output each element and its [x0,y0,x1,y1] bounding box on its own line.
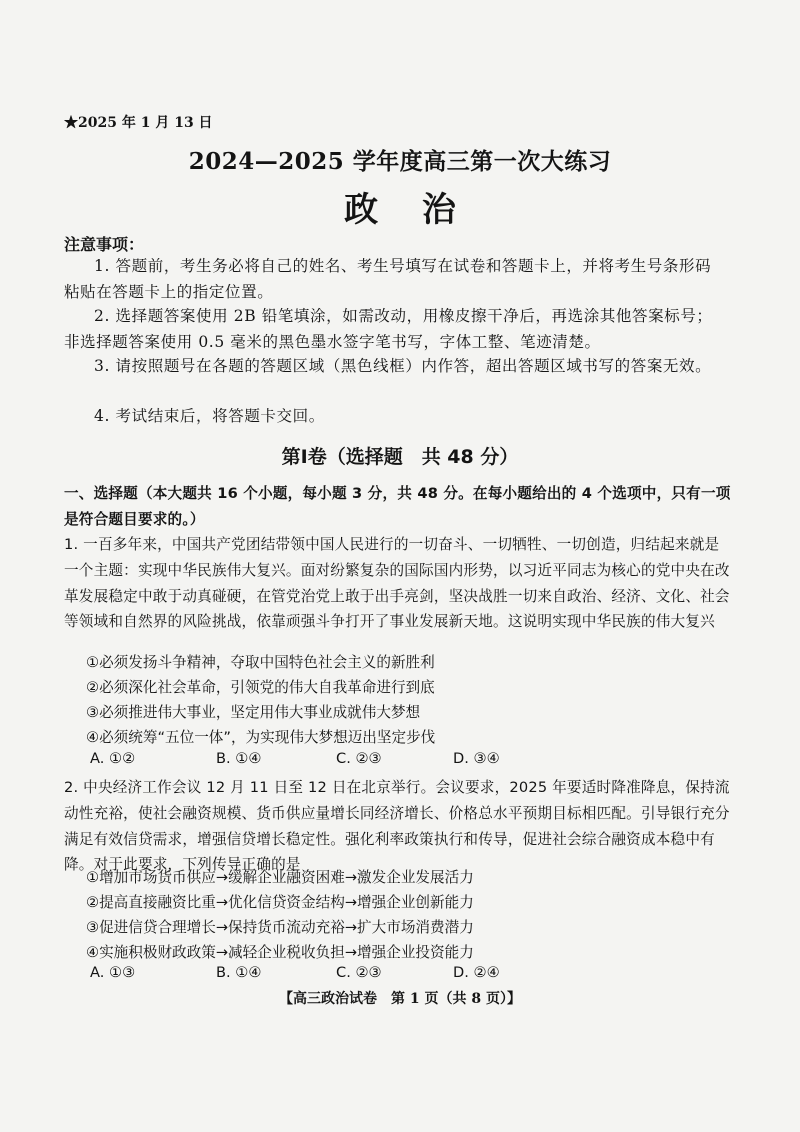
question-2-answer-c: C. ②③ [336,964,382,981]
section-title: 第Ⅰ卷（选择题 共 48 分） [281,446,519,468]
question-2-answer-a: A. ①③ [90,964,136,981]
question-2-option-3: ③促进信贷合理增长→保持货币流动充裕→扩大市场消费潜力 [86,919,474,936]
question-2-option-2: ②提高直接融资比重→优化信贷资金结构→增强企业创新能力 [86,894,474,911]
notice-item-1: 1. 答题前，考生务必将自己的姓名、考生号填写在试卷和答题卡上，并将考生号条形码粘贴在答题卡上的指定位置。 [64,257,712,301]
question-1-option-4: ④必须统筹“五位一体”，为实现伟大梦想迈出坚定步伐 [86,729,436,746]
question-2-stem: 2. 中央经济工作会议 12 月 11 日至 12 日在北京举行。会议要求，2025 年要适时降准降息，保持流动性充裕，使社会融资规模、货币供应量增长同经济增长、价格总水平预期目标相匹配。引导银行充分满足有效信贷需求，增强信贷增长稳定性。强化利率政策执行和传导，促进社会综合融资成本稳中有降。对于此要求，下列传导正确的是 [64,779,730,874]
exam-date: ★2025 年 1 月 13 日 [64,115,213,131]
question-1-answer-b: B. ①④ [216,750,262,767]
question-2-option-1: ①增加市场货币供应→缓解企业融资困难→激发企业发展活力 [86,869,474,886]
exam-title: 2024—2025 学年度高三第一次大练习 [188,148,612,175]
notice-heading: 注意事项： [64,235,145,254]
question-1-option-2: ②必须深化社会革命，引领党的伟大自我革命进行到底 [86,679,435,696]
section-instruction: 一、选择题（本大题共 16 个小题，每小题 3 分，共 48 分。在每小题给出的 4 个选项中，只有一项是符合题目要求的。） [64,485,731,528]
question-1-option-3: ③必须推进伟大事业，坚定用伟大事业成就伟大梦想 [86,704,421,721]
question-1-answer-c: C. ②③ [336,750,382,767]
notice-item-4: 4. 考试结束后，将答题卡交回。 [94,407,325,425]
notice-item-2: 2. 选择题答案使用 2B 铅笔填涂，如需改动，用橡皮擦干净后，再选涂其他答案标号；非选择题答案使用 0.5 毫米的黑色墨水签字笔书写，字体工整、笔迹清楚。 [64,307,713,351]
question-1-option-1: ①必须发扬斗争精神，夺取中国特色社会主义的新胜利 [86,654,435,671]
question-1-stem: 1. 一百多年来，中国共产党团结带领中国人民进行的一切奋斗、一切牺牲、一切创造，归结起来就是一个主题：实现中华民族伟大复兴。面对纷繁复杂的国际国内形势，以习近平同志为核心的党中央在改革发展稳定中敢于动真碰硬，在管党治党上敢于出手亮剑，坚决战胜一切来自政治、经济、文化、社会等领域和自然界的风险挑战，依靠顽强斗争打开了事业发展新天地。这说明实现中华民族的伟大复兴 [64,536,730,631]
question-2-option-4: ④实施积极财政政策→减轻企业税收负担→增强企业投资能力 [86,944,474,961]
question-1-answer-a: A. ①② [90,750,136,767]
notice-item-3: 3. 请按照题号在各题的答题区域（黑色线框）内作答，超出答题区域书写的答案无效。 [94,357,712,375]
question-1-answer-d: D. ③④ [453,750,500,767]
exam-subject: 政 治 [344,190,472,230]
question-2-answer-d: D. ②④ [453,964,500,981]
page-footer: 【高三政治试卷 第 1 页（共 8 页）】 [279,991,521,1007]
question-2-answer-b: B. ①④ [216,964,262,981]
